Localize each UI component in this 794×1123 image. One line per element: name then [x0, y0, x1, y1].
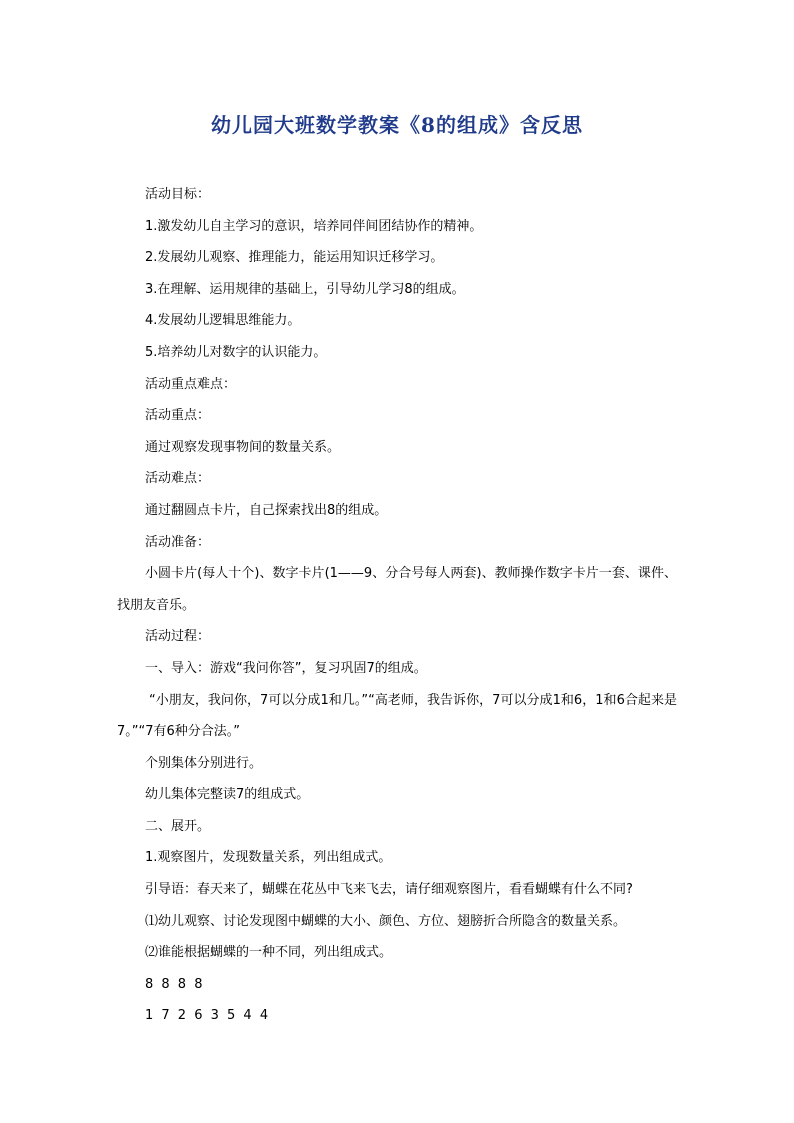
subheading-focus: 活动重点： — [145, 408, 211, 424]
difficulty-text: 通过翻圆点卡片，自己探索找出8的组成。 — [145, 502, 388, 518]
process-note-2: 幼儿集体完整读7的组成式。 — [145, 787, 310, 803]
section-heading-goals: 活动目标： — [145, 187, 211, 202]
goal-item-2: 2.发展幼儿观察、推理能力，能运用知识迁移学习。 — [145, 250, 444, 266]
document-title: 幼儿园大班数学教案《8的组成》含反思 — [211, 113, 583, 137]
goal-item-4: 4.发展幼儿逻辑思维能力。 — [145, 313, 301, 329]
goal-item-1: 1.激发幼儿自主学习的意识，培养同伴间团结协作的精神。 — [145, 218, 483, 234]
subheading-difficulty: 活动难点： — [145, 471, 211, 487]
process-note-1: 个别集体分别进行。 — [145, 755, 263, 771]
dialogue-paragraph: “小朋友，我问你，7可以分成1和几。”“高老师，我告诉你，7可以分成1和6，1和6合起来是7。”“7有6种分合法。” — [117, 692, 677, 740]
preparation-text: 小圆卡片(每人十个)、数字卡片(1——9、分合号每人两套)、教师操作数字卡片一套、课件、找朋友音乐。 — [117, 566, 677, 613]
section-heading-key-points: 活动重点难点： — [145, 376, 237, 392]
goal-item-5: 5.培养幼儿对数字的认识能力。 — [145, 344, 327, 360]
section-heading-process: 活动过程： — [145, 629, 211, 645]
section-heading-preparation: 活动准备： — [145, 534, 211, 550]
focus-text: 通过观察发现事物间的数量关系。 — [145, 439, 341, 455]
guide-text: 引导语：春天来了，蝴蝶在花丛中飞来飞去，请仔细观察图片，看看蝴蝶有什么不同? — [145, 882, 633, 898]
process-step-expand: 二、展开。 — [145, 818, 211, 834]
composition-totals-row: 8 8 8 8 — [145, 976, 203, 992]
goal-item-3: 3.在理解、运用规律的基础上，引导幼儿学习8的组成。 — [145, 281, 465, 297]
composition-parts-row: 1 7 2 6 3 5 4 4 — [145, 1008, 269, 1024]
sub-item-1: ⑴幼儿观察、讨论发现图中蝴蝶的大小、颜色、方位、翅膀折合所隐含的数量关系。 — [145, 913, 627, 929]
expand-item-1: 1.观察图片，发现数量关系，列出组成式。 — [145, 850, 392, 866]
sub-item-2: ⑵谁能根据蝴蝶的一种不同，列出组成式。 — [145, 945, 393, 961]
process-step-intro: 一、导入：游戏“我问你答”，复习巩固7的组成。 — [145, 660, 427, 676]
document-body — [117, 179, 677, 1032]
